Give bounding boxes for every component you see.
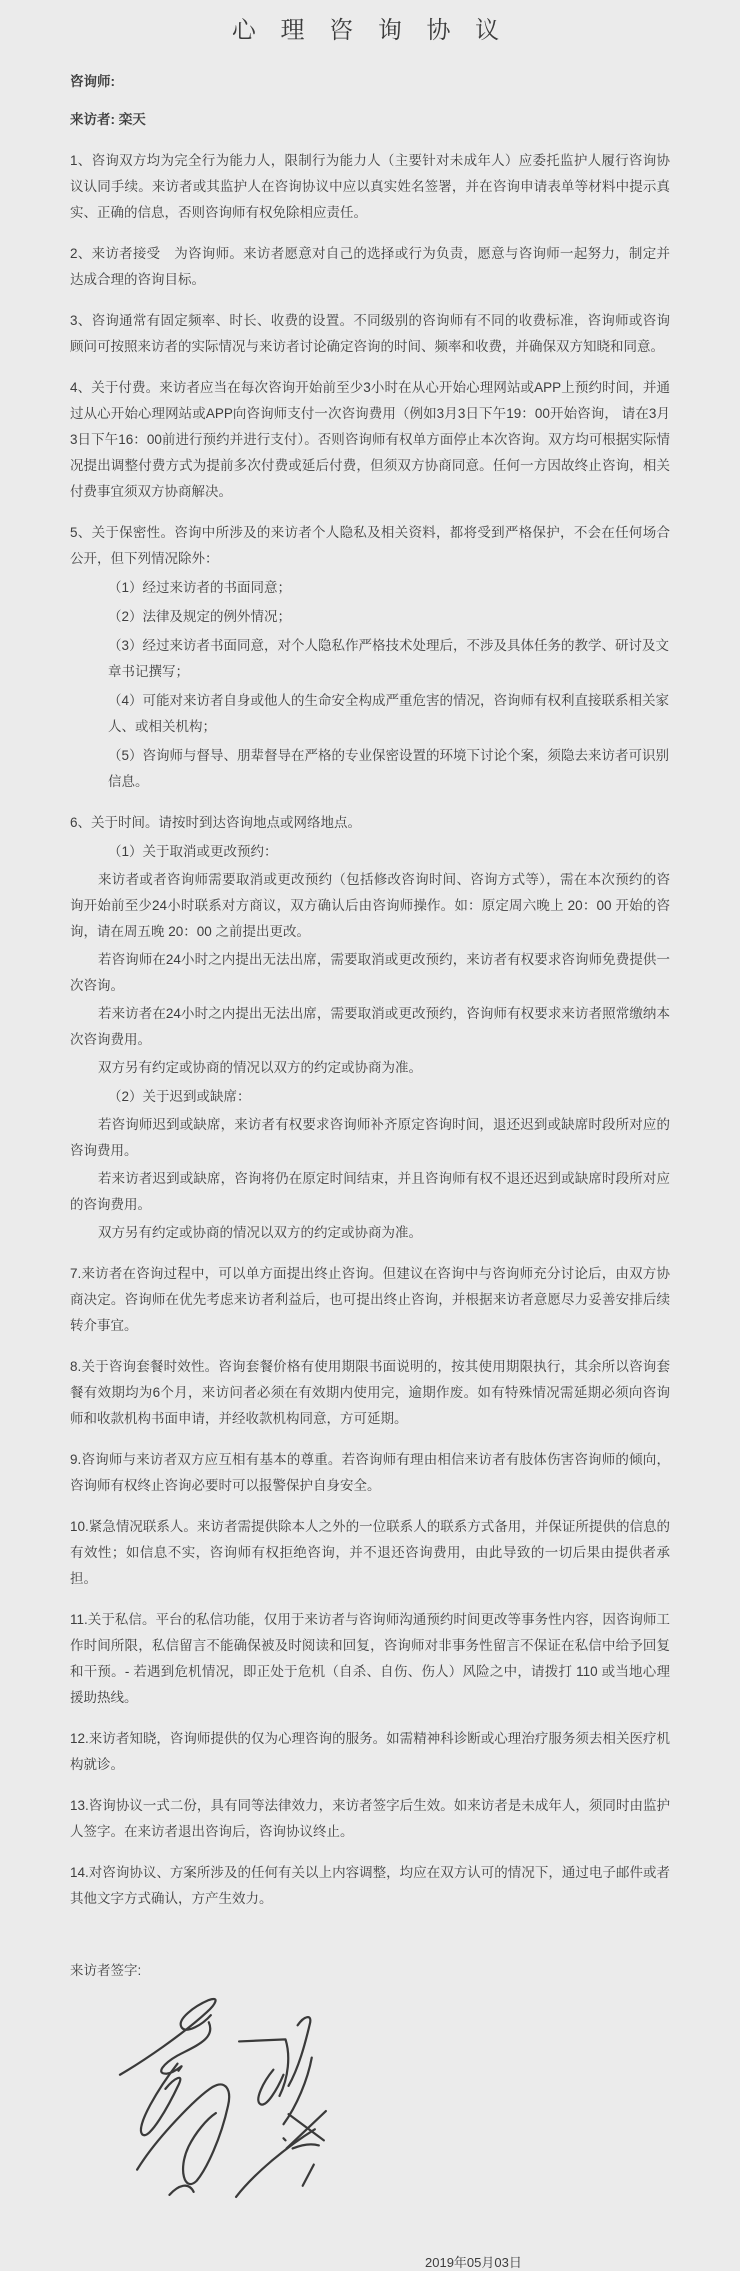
visitor-signature-image xyxy=(112,1996,348,2208)
counselor-label: 咨询师: xyxy=(70,74,115,89)
clause-paragraph: 12.来访者知晓，咨询师提供的仅为心理咨询的服务。如需精神科诊断或心理治疗服务须去相关医疗机构就诊。 xyxy=(70,1731,670,1772)
clause-paragraph: 双方另有约定或协商的情况以双方的约定或协商为准。 xyxy=(98,1060,422,1075)
clause-paragraph: 11.关于私信。平台的私信功能，仅用于来访者与咨询师沟通预约时间更改等事务性内容，因咨询师工作时间所限，私信留言不能确保被及时阅读和回复，咨询师对非事务性留言不保证在私信中给予回复和干预。- 若遇到危机情况，即正处于危机（自杀、自伤、伤人）风险之中，请拨打 110 或当地心理援助热线。 xyxy=(70,1612,670,1705)
clause-paragraph: 3、咨询通常有固定频率、时长、收费的设置。不同级别的咨询师有不同的收费标准，咨询师或咨询顾问可按照来访者的实际情况与来访者讨论确定咨询的时间、频率和收费，并确保双方知晓和同意。 xyxy=(70,313,670,354)
signature-date: 2019年05月03日 xyxy=(425,2255,522,2270)
clause-paragraph: （1）经过来访者的书面同意； xyxy=(108,580,292,595)
clause-paragraph: 14.对咨询协议、方案所涉及的任何有关以上内容调整，均应在双方认可的情况下，通过电子邮件或者其他文字方式确认，方产生效力。 xyxy=(70,1865,670,1906)
visitor-signature-label: 来访者签字: xyxy=(70,1963,142,1978)
clause-paragraph: （4）可能对来访者自身或他人的生命安全构成严重危害的情况，咨询师有权利直接联系相关家人、或相关机构； xyxy=(108,693,670,734)
agreement-clauses xyxy=(70,148,670,1912)
clause-paragraph: 5、关于保密性。咨询中所涉及的来访者个人隐私及相关资料，都将受到严格保护，不会在任何场合公开，但下列情况除外： xyxy=(70,525,670,566)
clause-paragraph: 10.紧急情况联系人。来访者需提供除本人之外的一位联系人的联系方式备用，并保证所提供的信息的有效性；如信息不实，咨询师有权拒绝咨询，并不退还咨询费用，由此导致的一切后果由提供者承担。 xyxy=(70,1519,670,1586)
clause-paragraph: 8.关于咨询套餐时效性。咨询套餐价格有使用期限书面说明的，按其使用期限执行，其余所以咨询套餐有效期均为6个月，来访问者必须在有效期内使用完，逾期作废。如有特殊情况需延期必须向咨询师和收款机构书面申请，并经收款机构同意，方可延期。 xyxy=(70,1359,670,1426)
clause-paragraph: 13.咨询协议一式二份，具有同等法律效力，来访者签字后生效。如来访者是未成年人，须同时由监护人签字。在来访者退出咨询后，咨询协议终止。 xyxy=(70,1798,670,1839)
signature-strokes-svg xyxy=(112,1996,348,2208)
clause-paragraph: 若来访者在24小时之内提出无法出席，需要取消或更改预约，咨询师有权要求来访者照常缴纳本次咨询费用。 xyxy=(70,1006,670,1047)
clause-paragraph: 7.来访者在咨询过程中，可以单方面提出终止咨询。但建议在咨询中与咨询师充分讨论后，由双方协商决定。咨询师在优先考虑来访者利益后，也可提出终止咨询，并根据来访者意愿尽力妥善安排后续转介事宜。 xyxy=(70,1266,670,1333)
clause-paragraph: （5）咨询师与督导、朋辈督导在严格的专业保密设置的环境下讨论个案，须隐去来访者可识别信息。 xyxy=(108,748,670,789)
clause-paragraph: （3）经过来访者书面同意，对个人隐私作严格技术处理后，不涉及具体任务的教学、研讨及文章书记撰写； xyxy=(108,638,670,679)
clause-paragraph: （2）关于迟到或缺席： xyxy=(108,1089,251,1104)
clause-paragraph: 若咨询师迟到或缺席，来访者有权要求咨询师补齐原定咨询时间，退还迟到或缺席时段所对应的咨询费用。 xyxy=(70,1117,670,1158)
clause-paragraph: 6、关于时间。请按时到达咨询地点或网络地点。 xyxy=(70,815,362,830)
visitor-label: 来访者: 栾天 xyxy=(70,112,146,127)
clause-paragraph: 来访者或者咨询师需要取消或更改预约（包括修改咨询时间、咨询方式等），需在本次预约的咨询开始前至少24小时联系对方商议，双方确认后由咨询师操作。如：原定周六晚上 20：00 开始的咨询，请在周五晚 20：00 之前提出更改。 xyxy=(70,872,670,939)
agreement-document xyxy=(70,0,670,2271)
clause-paragraph: 1、咨询双方均为完全行为能力人，限制行为能力人（主要针对未成年人）应委托监护人履行咨询协议认同手续。来访者或其监护人在咨询协议中应以真实姓名签署，并在咨询申请表单等材料中提示真实、正确的信息，否则咨询师有权免除相应责任。 xyxy=(70,153,670,220)
clause-paragraph: 9.咨询师与来访者双方应互相有基本的尊重。若咨询师有理由相信来访者有肢体伤害咨询师的倾向，咨询师有权终止咨询必要时可以报警保护自身安全。 xyxy=(70,1452,670,1493)
clause-paragraph: 2、来访者接受 为咨询师。来访者愿意对自己的选择或行为负责，愿意与咨询师一起努力，制定并达成合理的咨询目标。 xyxy=(70,246,670,287)
clause-paragraph: 双方另有约定或协商的情况以双方的约定或协商为准。 xyxy=(98,1225,422,1240)
clause-paragraph: （2）法律及规定的例外情况； xyxy=(108,609,292,624)
clause-paragraph: 4、关于付费。来访者应当在每次咨询开始前至少3小时在从心开始心理网站或APP上预约时间，并通过从心开始心理网站或APP向咨询师支付一次咨询费用（例如3月3日下午19：00开始咨询， 请在3月3日下午16：00前进行预约并进行支付）。否则咨询师有权单方面停止本次咨询。双方均可根据实际情况提出调整付费方式为提前多次付费或延后付费，但须双方协商同意。任何一方因故终止咨询，相关付费事宜须双方协商解决。 xyxy=(70,380,670,499)
clause-paragraph: （1）关于取消或更改预约： xyxy=(108,844,278,859)
clause-paragraph: 若咨询师在24小时之内提出无法出席，需要取消或更改预约，来访者有权要求咨询师免费提供一次咨询。 xyxy=(70,952,670,993)
page-title: 心 理 咨 询 协 议 xyxy=(231,17,509,44)
clause-paragraph: 若来访者迟到或缺席，咨询将仍在原定时间结束，并且咨询师有权不退还迟到或缺席时段所对应的咨询费用。 xyxy=(70,1171,670,1212)
